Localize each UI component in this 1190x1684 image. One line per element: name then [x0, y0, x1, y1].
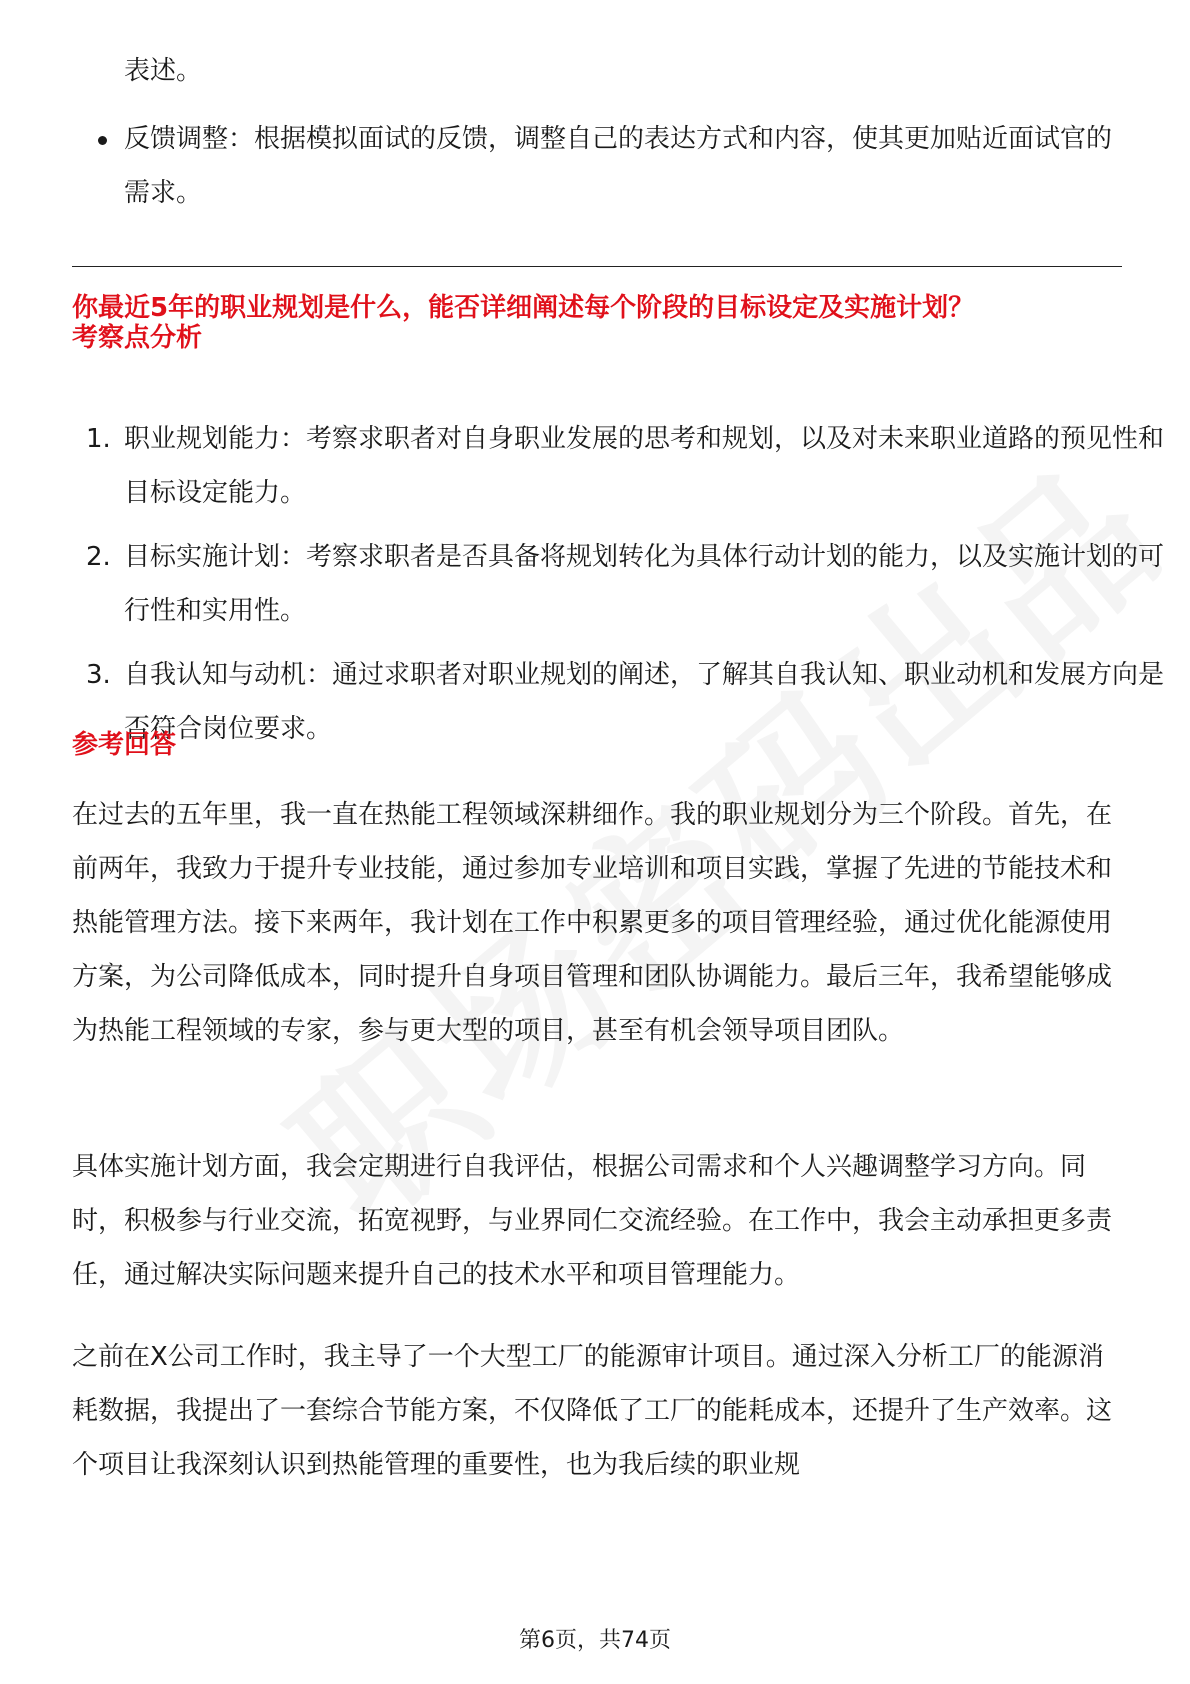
continuation-text: 表述。 [124, 56, 203, 86]
list-item [124, 112, 1122, 220]
list-item [86, 530, 1174, 638]
answer-paragraph: 具体实施计划方面，我会定期进行自我评估，根据公司需求和个人兴趣调整学习方向。同时，积极参与行业交流，拓宽视野，与业界同仁交流经验。在工作中，我会主动承担更多责任，通过解决实际问题来提升自己的技术水平和项目管理能力。 [72, 1152, 1113, 1290]
answer-paragraph: 在过去的五年里，我一直在热能工程领域深耕细作。我的职业规划分为三个阶段。首先，在前两年，我致力于提升专业技能，通过参加专业培训和项目实践，掌握了先进的节能技术和热能管理方法。接下来两年，我计划在工作中积累更多的项目管理经验，通过优化能源使用方案，为公司降低成本，同时提升自身项目管理和团队协调能力。最后三年，我希望能够成为热能工程领域的专家，参与更大型的项目，甚至有机会领导项目团队。 [72, 800, 1113, 1046]
question-title: 你最近5年的职业规划是什么，能否详细阐述每个阶段的目标设定及实施计划？ [72, 293, 975, 323]
top-section [72, 44, 1122, 234]
bullet-icon [98, 136, 107, 145]
list-item [86, 412, 1174, 520]
list-text: 职业规划能力：考察求职者对自身职业发展的思考和规划，以及对未来职业道路的预见性和目标设定能力。 [124, 424, 1165, 508]
list-number: 3. [86, 660, 111, 690]
list-text: 目标实施计划：考察求职者是否具备将规划转化为具体行动计划的能力，以及实施计划的可行性和实用性。 [124, 542, 1165, 626]
bullet-text: 反馈调整：根据模拟面试的反馈，调整自己的表达方式和内容，使其更加贴近面试官的需求。 [124, 124, 1113, 208]
list-number: 1. [86, 424, 111, 454]
analysis-heading: 考察点分析 [72, 323, 203, 353]
page-number: 第6页，共74页 [519, 1628, 671, 1653]
bullet-list [72, 112, 1122, 220]
section-divider [72, 266, 1122, 267]
answer-paragraph: 之前在X公司工作时，我主导了一个大型工厂的能源审计项目。通过深入分析工厂的能源消耗数据，我提出了一套综合节能方案，不仅降低了工厂的能耗成本，还提升了生产效率。这个项目让我深刻认识到热能管理的重要性，也为我后续的职业规 [72, 1342, 1113, 1480]
list-text: 自我认知与动机：通过求职者对职业规划的阐述，了解其自我认知、职业动机和发展方向是否符合岗位要求。 [124, 660, 1165, 744]
list-number: 2. [86, 542, 111, 572]
analysis-list [72, 412, 1174, 766]
answer-heading: 参考回答 [72, 730, 177, 760]
